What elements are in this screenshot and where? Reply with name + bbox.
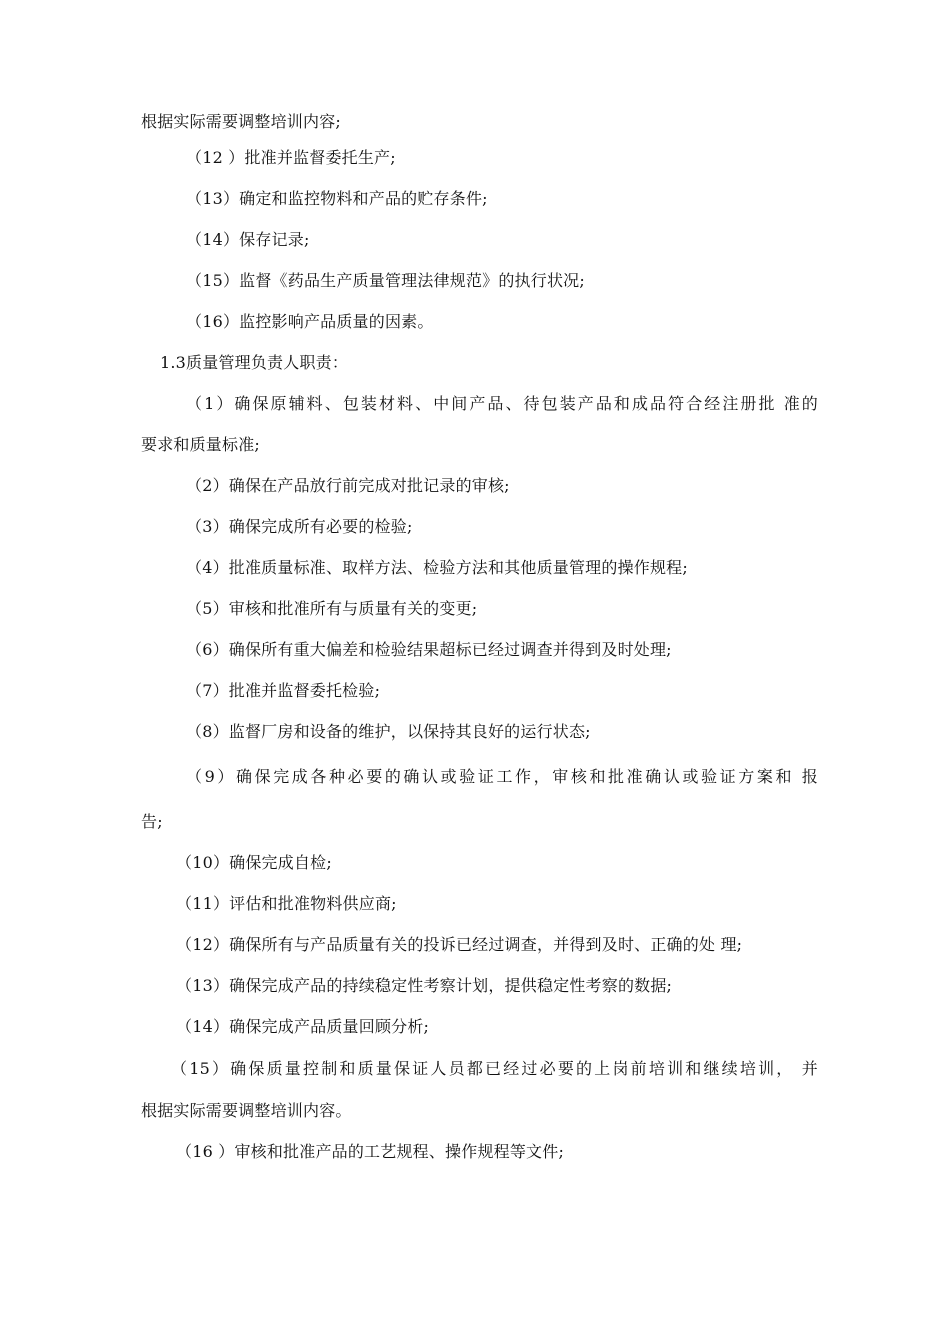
text-line: （5）审核和批准所有与质量有关的变更;	[186, 599, 478, 618]
text-line: （7）批准并监督委托检验;	[186, 681, 381, 700]
text-line: （15）确保质量控制和质量保证人员都已经过必要的上岗前培训和继续培训， 并	[171, 1059, 818, 1078]
text-line: （14）保存记录;	[186, 230, 310, 249]
text-line: （16）监控影响产品质量的因素。	[186, 312, 434, 331]
text-line: （9）确保完成各种必要的确认或验证工作，审核和批准确认或验证方案和 报	[186, 767, 818, 786]
text-line: （6）确保所有重大偏差和检验结果超标已经过调查并得到及时处理;	[186, 640, 672, 659]
text-line: 要求和质量标准;	[141, 435, 260, 454]
text-line: （8）监督厂房和设备的维护，以保持其良好的运行状态;	[186, 722, 591, 741]
text-line: （15）监督《药品生产质量管理法律规范》的执行状况;	[186, 271, 585, 290]
text-line: （12）确保所有与产品质量有关的投诉已经过调查，并得到及时、正确的处 理;	[176, 935, 743, 954]
text-line: （4）批准质量标准、取样方法、检验方法和其他质量管理的操作规程;	[186, 558, 688, 577]
text-line: （10）确保完成自检;	[176, 853, 332, 872]
text-line: 告;	[141, 812, 163, 831]
text-line: （12 ）批准并监督委托生产;	[186, 148, 396, 167]
text-line: （2）确保在产品放行前完成对批记录的审核;	[186, 476, 510, 495]
text-line: 根据实际需要调整培训内容;	[141, 112, 341, 131]
text-line: 根据实际需要调整培训内容。	[141, 1101, 352, 1120]
text-line: （16 ）审核和批准产品的工艺规程、操作规程等文件;	[176, 1142, 565, 1161]
section-heading: 1.3质量管理负责人职责：	[160, 353, 349, 372]
text-line: （13）确保完成产品的持续稳定性考察计划，提供稳定性考察的数据;	[176, 976, 673, 995]
text-line: （14）确保完成产品质量回顾分析;	[176, 1017, 430, 1036]
text-line: （1）确保原辅料、包装材料、中间产品、待包装产品和成品符合经注册批 准的	[186, 394, 818, 413]
text-line: （13）确定和监控物料和产品的贮存条件;	[186, 189, 488, 208]
text-line: （11）评估和批准物料供应商;	[176, 894, 397, 913]
text-line: （3）确保完成所有必要的检验;	[186, 517, 413, 536]
